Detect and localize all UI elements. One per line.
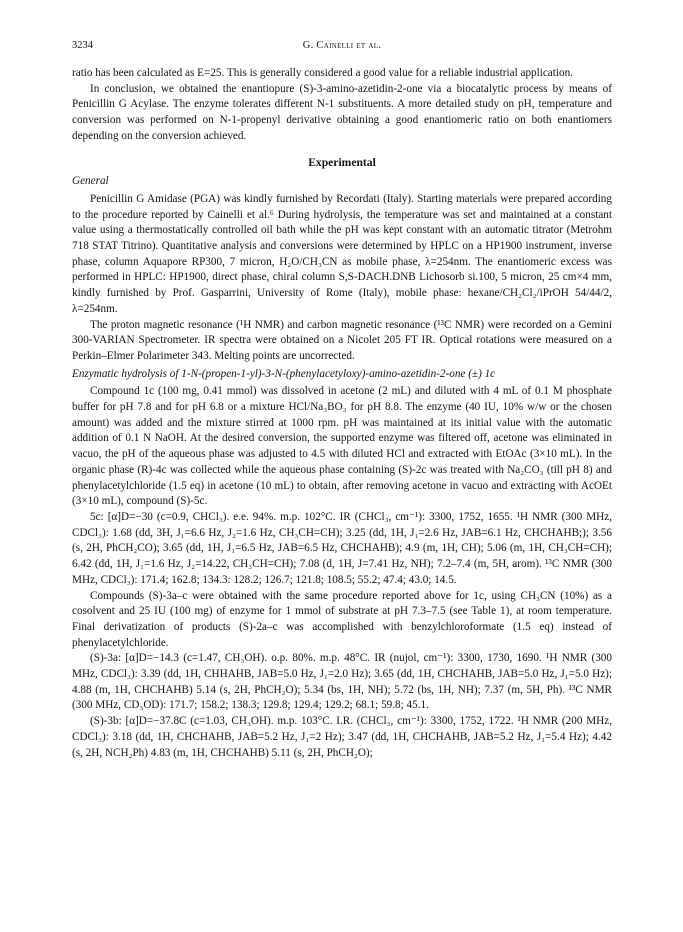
- subsection-heading: Enzymatic hydrolysis of 1-N-(propen-1-yl)-3-N-(phenylacetyloxy)-amino-azetidin-2-one (±) 1c: [72, 367, 496, 380]
- paragraph: 5c: [α]D=−30 (c=0.9, CHCl₃). e.e. 94%. m.p. 102°C. IR (CHCl₃, cm⁻¹): 3300, 1752, 1655. ¹H NMR (300 MHz, CDCl₃): 1.68 (dd, 3H, J₁=6.6 Hz, J₂=1.6 Hz, CH₃CH=CH); 3.25 (dd, 1H, J₁=2.6 Hz, JAB=6.1 Hz, CHCHAHB;); 3.56 (s, 2H, PhCH₂CO); 3.65 (dd, 1H, J₁=6.5 Hz, JAB=6.5 Hz, CHCHAHB); 4.9 (m, 1H, CH); 5.06 (m, 1H, CH₃CH=CH); 6.42 (dd, 1H, J₁=1.6 Hz, J₂=14.22, CH₃CH=CH); 7.08 (d, 1H, J=7.41 Hz, NH); 7.2–7.4 (m, 5H, arom). ¹³C NMR (300 MHz, CDCl₃): 171.4; 162.8; 134.3: 128.2; 126.7; 121.8; 108.5; 55.2; 47.4; 43.0; 14.5.: [72, 510, 612, 586]
- body-text: [72, 66, 612, 761]
- paragraph: Penicillin G Amidase (PGA) was kindly furnished by Recordati (Italy). Starting materials were prepared according to the procedure reported by Cainelli et al.⁶ During hydrolysis, the temperature was set and maintained at a constant value using a thermostatically controlled oil bath while the pH was kept constant with an automatic titrator (Metrohm 718 STAT Titrino). Quantitative analysis and conversions were determined by HPLC on a HP1900 instrument, inverse phase, column Aquapore RP300, 7 micron, H₂O/CH₃CN as mobile phase, λ=254nm. The enantiomeric excess was performed in HPLC: HP1900, direct phase, chiral column S,S-DACH.DNB Lichosorb si.100, 5 micron, 25 cm×4 mm, kindly furnished by Prof. Gasparrini, University of Rome (Italy), mobile phase: hexane/CH₂Cl₂/iPrOH 54/44/2, λ=254nm.: [72, 192, 612, 315]
- paragraph: (S)-3b: [α]D=−37.8C (c=1.03, CH₃OH). m.p. 103°C. I.R. (CHCl₃, cm⁻¹): 3300, 1752, 1722. ¹H NMR (200 MHz, CDCl₃): 3.18 (dd, 1H, CHCHAHB, JAB=5.2 Hz, J₁=2 Hz); 3.47 (dd, 1H, CHCHAHB, JAB=5.2 Hz, J₁=5.4 Hz); 4.42 (s, 2H, NCH₂Ph) 4.83 (m, 1H, CHCHAHB) 5.11 (s, 2H, PhCH₂O);: [72, 715, 612, 759]
- paragraph: Compound 1c (100 mg, 0.41 mmol) was dissolved in acetone (2 mL) and diluted with 4 mL of 0.1 M phosphate buffer for pH 7.8 and for pH 6.8 or a mixture HCl/Na₃BO₃ for pH 8.8. The enzyme (40 IU, 10% w/w or the chosen amount) was added and the mixture stirred at 1000 rpm. pH was maintained at its initial value with the automatic addition of 0.1 N NaOH. At the desired conversion, the supported enzyme was filtered off, acetone was eliminated in vacuo, the pH of the aqueous phase was adjusted to 4.5 with diluted HCl and extracted with EtOAc (3×10 mL). In the organic phase (R)-4c was collected while the aqueous phase containing (S)-2c was treated with Na₂CO₃ (till pH 8) and phenylacetylchloride (1.5 eq) in acetone (10 mL) to obtain, after removing acetone in vacuo and extracting with AcOEt (3×10 mL), compound (S)-5c.: [72, 385, 612, 508]
- paragraph: The proton magnetic resonance (¹H NMR) and carbon magnetic resonance (¹³C NMR) were recorded on a Gemini 300-VARIAN Spectrometer. IR spectra were obtained on a Nicolet 205 FT IR. Optical rotations were measured on a Perkin–Elmer Polarimeter 343. Melting points are uncorrected.: [72, 318, 612, 362]
- paragraph: ratio has been calculated as E=25. This is generally considered a good value for a reliable industrial application.: [72, 67, 573, 79]
- section-heading: Experimental: [308, 155, 376, 169]
- paragraph: Compounds (S)-3a–c were obtained with the same procedure reported above for 1c, using CH₃CN (10%) as a cosolvent and 25 IU (100 mg) of enzyme for 1 mmol of substrate at pH 7.3–7.5 (see Table 1), at room temperature. Final derivatization of products (S)-2a–c was accomplished with benzylchloroformate (1.5 eq) instead of phenylacetylchloride.: [72, 589, 612, 649]
- running-head: G. Cainelli et al.: [302, 40, 382, 51]
- page-number: 3234: [72, 40, 93, 51]
- paragraph: (S)-3a: [α]D=−14.3 (c=1.47, CH₃OH). o.p. 80%. m.p. 48°C. IR (nujol, cm⁻¹): 3300, 1730, 1690. ¹H NMR (300 MHz, CDCl₃): 3.39 (dd, 1H, CHHAHB, JAB=5.0 Hz, J₁=2.0 Hz); 3.65 (dd, 1H, CHCHAHB, JAB=5.0 Hz, J₁=5.0 Hz); 4.88 (m, 1H, CHCHAHB) 5.14 (s, 2H, PhCH₂O); 5.34 (bs, 1H, NH); 5.72 (bs, 1H, NH); 7.37 (m, 5H, Ph). ¹³C NMR (300 MHz, CD₃OD): 171.7; 158.2; 138.3; 129.8; 129.4; 129.2; 68.1; 59.8; 45.1.: [72, 652, 612, 712]
- page-header: [72, 40, 612, 54]
- subsection-heading: General: [72, 175, 109, 188]
- paragraph: In conclusion, we obtained the enantiopure (S)-3-amino-azetidin-2-one via a biocatalytic process by means of Penicillin G Acylase. The enzyme tolerates different N-1 substituents. A more detailed study on pH, temperature and conversion was performed on N-1-propenyl derivative obtaining a good enantiomeric ratio on both enantiomers depending on the conversion achieved.: [72, 82, 612, 142]
